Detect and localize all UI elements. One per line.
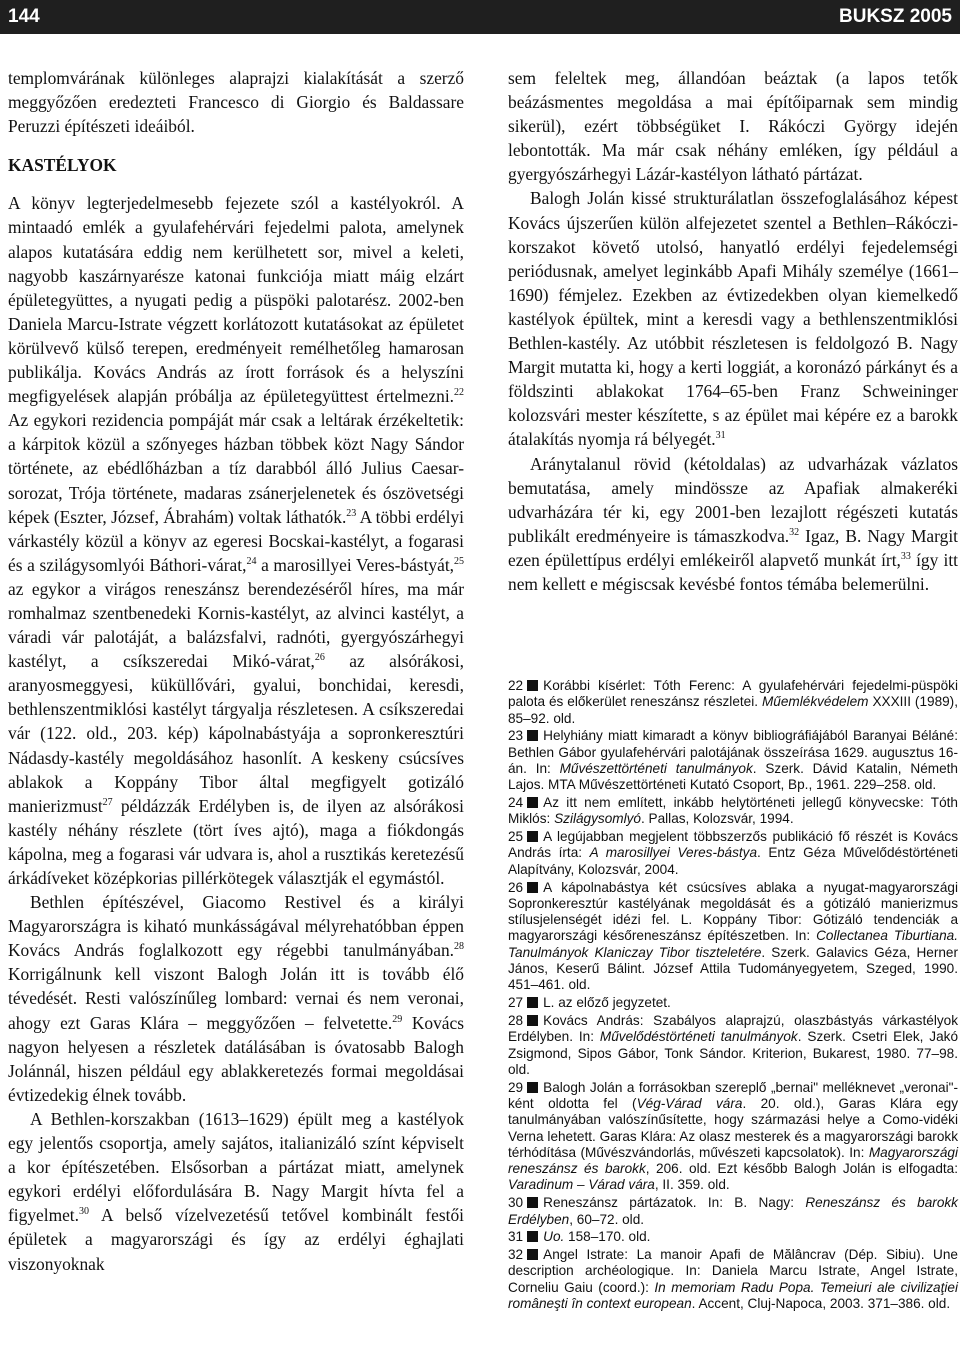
footnote-number: 22 xyxy=(508,678,524,693)
square-bullet-icon xyxy=(527,1231,538,1242)
section-heading: KASTÉLYOK xyxy=(8,155,117,176)
square-bullet-icon xyxy=(527,680,538,691)
left-column xyxy=(8,66,464,1276)
paragraph: Balogh Jolán kissé strukturálatlan összefoglalásához képest Kovács újszerűen külön alfejezetet szentel a Bethlen–Rákóczi-korszakot követő utolsó, hanyatló erdélyi fejedelemségi periódusnak, amelyet leginkább Apafi Mihály személye (1661–1690) fémjelez. Ezekben az évtizedekben olyan kiemelkedő kastélyok épültek, mint a keresdi vagy a bethlenszentmiklósi Bethlen-kastély. Az utóbbit részletesen is feldolgozó B. Nagy Margit mutatta ki, hogy a kerti loggiát, a koronázó párkányt és a földszinti ablakokat 1764–65-ben Franz Schweininger kolozsvári mester készítette, s az épület mai képére ez a barokk átalakítás nyomja rá bélyegét.$^{31}$ xyxy=(508,188,958,450)
paragraph: sem feleltek meg, állandóan beáztak (a lapos tetők beázásmentes megoldása a mai építőiparnak sem mindig sikerül), ezért többségüket I. Rákóczi György idején lebontották. Ma már csak néhány emléken, így például a gyergyószárhegyi Lázár-kastélyon látható pártázat. xyxy=(508,68,958,185)
square-bullet-icon xyxy=(527,1197,538,1208)
footnote-ref[interactable]: 26 xyxy=(314,652,325,664)
footnote-number: 27 xyxy=(508,995,524,1011)
footnote-ref[interactable]: 32 xyxy=(789,526,800,538)
footnote: 24 Az itt nem említett, inkább helytörténeti jellegű könyvecske: Tóth Miklós: Szilágysomlyó. Pallas, Kolozsvár, 1994. xyxy=(508,795,958,827)
paragraph: A könyv legterjedelmesebb fejezete szól a kastélyokról. A mintaadó emlék a gyulafehérvári fejedelmi palota, amelynek alapos kutatására eddig nem kerülhetett sor, mivel a keleti, nagyobb kaszárnyarésze katonai funkciója miatt máig elzárt épületegyüttes, a nyugati pedig a püspöki palotarész. 2002-ben Daniela Marcu-Istrate végzett korlátozott kutatásokat az épületet körülvevő külső terepen, eredményeit remélhetőleg hamarosan publikálja. Kovács András az írott források és a helyszíni megfigyelések alapján próbálja az épületegyüttest értelmezni.$^{22}$ Az egykori rezidencia pompáját már csak a leltárak érzékeltetik: a kárpitok közül a szőnyeges házban többek közt Nagy Sándor története, az ebédlőházban a tíz darabból álló Julius Caesar-sorozat, Trója története, madaras zsánerjelenetek és ószövetségi képek (Eszter, József, Ábrahám) voltak láthatók.$^{23}$ A többi erdélyi várkastély közül a könyv az egeresi Bocskai-kastélyt, a fogarasi és a szilágysomlyói Báthori-várat,$^{24}$ a marosillyei Veres-bástyát,$^{25}$ az egykor a virágos reneszánsz berendezéséről híres, ma már romhalmaz szentbenedeki Kornis-kastélyt, az alvinci kastélyt, a váradi vár palotáját, a balázsfalvi, radnóti, gyergyószárhegyi kastélyt, a csíkszeredai Mikó-várat,$^{26}$ az alsórákosi, aranyosmeggyesi, küküllővári, gyalui, bonchidai, keresdi, bethlenszentmiklósi kastélyt tárgyalja részletesen. A csíkszeredai vár (122. old., 203. kép) kápolnabástyája a sopronkeresztúri Nádasdy-kastély megoldásához hasonlít. A keskeny csúcsíves ablakok a Koppány Tibor által megfigyelt gotizáló manierizmust$^{27}$ példázzák Erdélyben is, de ilyen az alsórákosi kastély néhány részlete (tört íves ajtó), maga a fiókdongás kápolna, meg a fogarasi vár udvara is, ahol a rusztikás keretezésű árkádíveket középkorias pillérkötegek választják el egymástól. xyxy=(8,193,465,888)
footnote-number: 26 xyxy=(508,879,524,895)
paragraph: A Bethlen-korszakban (1613–1629) épült meg a kastélyok egy jelentős csoportja, amely sajátos, italianizáló színt képviselt a kor építészetében. Elsősorban a pártázat miatt, amelynek egykori erdélyi előfordulására B. Nagy Margit hívta fel a figyelmet.$^{30}$ A belső vízelvezetésű tetővel kombinált festői épületek a magyarországi és így az erdélyi éghajlati viszonyoknak xyxy=(8,1108,464,1274)
square-bullet-icon xyxy=(527,1082,538,1093)
footnote-ref[interactable]: 31 xyxy=(715,430,726,442)
footnote: 25 A legújabban megjelent többszerzős publikáció fő részét is Kovács András írta: A marosillyei Veres-bástya. Entz Géza Művelődéstörténeti Alapítvány, Kolozsvár, 2004. xyxy=(508,829,959,877)
footnote-number: 28 xyxy=(508,1012,524,1028)
footnote-number: 24 xyxy=(508,795,524,811)
footnote: 22 Korábbi kísérlet: Tóth Ferenc: A gyulafehérvári fejedelmi-püspöki palota és előkerület reneszánsz részletei. Műemlékvédelem XXXIII (1989), 85–92. old. xyxy=(508,678,958,726)
footnote-number: 29 xyxy=(508,1079,524,1095)
footnote: 31 Uo. 158–170. old. xyxy=(508,1229,651,1245)
footnote-ref[interactable]: 28 xyxy=(454,941,464,953)
footnote-ref[interactable]: 24 xyxy=(246,555,257,567)
square-bullet-icon xyxy=(527,1015,538,1026)
footnote-number: 30 xyxy=(508,1195,524,1211)
square-bullet-icon xyxy=(527,1249,538,1260)
footnote: 28 Kovács András: Szabályos alaprajzú, olaszbástyás várkastélyok Erdélyben. In: Művelődéstörténeti tanulmányok. Szerk. Csetri Elek, Jakó Zsigmond, Sipos Gábor, Tonk Sándor. Kriterion, Bukarest, 1980. 77–98. old. xyxy=(508,1012,959,1077)
square-bullet-icon xyxy=(527,831,538,842)
footnote: 32 Angel Istrate: La manoir Apafi de Mălâncrav (Dép. Sibiu). Une description archéologique. In: Daniela Marcu Istrate, Angel Istrate, Corneliu Gaiu (coord.): In memoriam Radu Popa. Temeiuri ale civilizaţiei româneşti în context european. Accent, Cluj-Napoca, 2003. 371–386. old. xyxy=(508,1247,958,1311)
footnote-ref[interactable]: 29 xyxy=(392,1013,403,1025)
square-bullet-icon xyxy=(527,997,538,1008)
footnote-ref[interactable]: 27 xyxy=(102,796,113,808)
square-bullet-icon xyxy=(527,797,538,808)
footnote: 29 Balogh Jolán a forrásokban szereplő „bernai" melléknevet „veronai"-ként oldotta fel (Vég-Várad vára. 20. old.), Garas Klára egy tanulmányában valószínűsítette, hogy származási helye a Como-vidéki Verna lehetett. Garas Klára: Az olasz mesterek és a magyarországi barokk térhódítása (Művészvándorlás, művészeti kapcsolatok). In: Magyarországi reneszánsz és barokk, 206. old. Ezt később Balogh Jolán is elfogadta: Varadinum – Várad vára, II. 359. old. xyxy=(508,1079,958,1193)
footnote: 26 A kápolnabástya két csúcsíves ablaka a nyugat-magyarországi Sopronkeresztúr kastélyának megoldását és a gótizáló manierizmus stílusjelenségét idézi fel. L. Koppány Tibor: Gótizáló tendenciák a magyarországi későreneszánsz építészetben. In: Collectanea Tiburtiana. Tanulmányok Klaniczay Tibor tiszteletére. Szerk. Galavics Géza, Herner János, Keserű Bálint. József Attila Tudományegyetem, Szeged, 1990. 451–461. old. xyxy=(508,879,958,993)
footnote-number: 23 xyxy=(508,728,524,744)
paragraph: templomvárának különleges alaprajzi kialakítását a szerző meggyőzően eredezteti Francesco di Giorgio és Baldassare Peruzzi építészeti ideáiból. xyxy=(8,68,464,137)
square-bullet-icon xyxy=(527,882,538,893)
footnote-ref[interactable]: 25 xyxy=(454,555,464,567)
footnote-ref[interactable]: 22 xyxy=(454,387,464,399)
footnotes xyxy=(508,678,958,1314)
paragraph: Aránytalanul rövid (kétoldalas) az udvarházak vázlatos bemutatása, amely mindössze az Apafiak almakeréki udvarházára tér ki, egy 2001-ben lezajlott régészeti kutatás publikált eredményeire is támaszkodva.$^{32}$ Igaz, B. Nagy Margit ezen épülettípus erdélyi emlékeiről alapvető munkát írt,$^{33}$ így itt nem kellett e mégiscsak kevésbé fontos témába belemerülni. xyxy=(508,453,958,594)
footnote-number: 25 xyxy=(508,829,524,845)
footnote-ref[interactable]: 30 xyxy=(79,1206,89,1218)
footnote: 30 Reneszánsz pártázatok. In: B. Nagy: Reneszánsz és barokk Erdélyben, 60–72. old. xyxy=(508,1195,958,1227)
square-bullet-icon xyxy=(527,730,538,741)
footnote: 27 L. az előző jegyzetet. xyxy=(508,995,671,1011)
footnote-ref[interactable]: 33 xyxy=(900,550,911,562)
page-number: 144 xyxy=(8,6,40,27)
running-header xyxy=(0,0,960,34)
footnote-ref[interactable]: 23 xyxy=(346,507,357,519)
journal-title: BUKSZ 2005 xyxy=(839,6,952,27)
paragraph: Bethlen építészével, Giacomo Restivel és a királyi Magyarországra is kiható munkásságával mélyrehatóbban éppen Kovács András foglalkozott egy régebbi tanulmányában.$^{28}$ Korrigálnunk kell viszont Balogh Jolán itt is tovább élő tévedését. Resti valószínűleg lombard: vernai és nem veronai, ahogy ezt Garas Klára – meggyőzően – felvetette.$^{29}$ Kovács nagyon helyesen a részletek datálásában is óvatosabb Balogh Jolánnál, hiszen például egy ablakkeretezés formai megoldásai évtizedekig élnek tovább. xyxy=(8,892,464,1105)
footnote: 23 Helyhiány miatt kimaradt a könyv bibliográfiájából Baranyai Béláné: Bethlen Gábor gyulafehérvári palotájának összeírása 1629. augusztus 16-án. In: Művészettörténeti tanulmányok. Szerk. Dávid Katalin, Németh Lajos. MTA Művészettörténeti Kutató Csoport, Bp., 1961. 229–258. old. xyxy=(508,728,958,793)
right-column xyxy=(508,66,958,596)
footnote-number: 31 xyxy=(508,1229,524,1245)
footnote-number: 32 xyxy=(508,1247,524,1263)
